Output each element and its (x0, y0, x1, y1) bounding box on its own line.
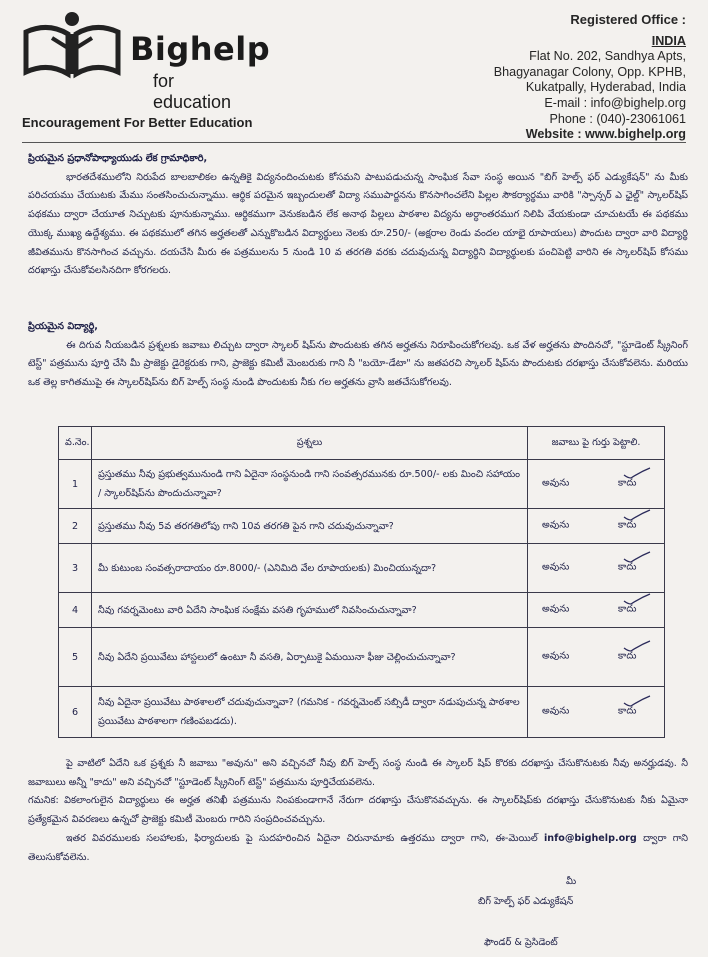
answer-option-no[interactable]: కాదు (618, 650, 637, 662)
tick-mark-icon (622, 592, 652, 606)
disqualification-paragraph: పై వాటిలో ఏదేని ఒక ప్రశ్నకు నీ జవాబు "అవును" అని వచ్చినచో నీవు బిగ్ హెల్ప్ సంస్థ నుండి ఈ స్కాలర్ షిప్ కొరకు దరఖాస్తు చేసుకొనుటకు నీవు అనర్హుడవు. నీ జవాబులు అన్నీ "కాదు" అని వచ్చినచో "స్టూడెంట్ స్క్రీనింగ్ టెస్ట్" పత్రమును పూర్తిచేయవలెను. (28, 758, 688, 788)
address-line: Bhagyanagar Colony, Opp. KPHB, (493, 64, 686, 79)
office-title: Registered Office : (570, 12, 686, 27)
tick-mark-icon (622, 550, 652, 564)
row-number: 5 (59, 628, 92, 687)
answer-cell (528, 687, 665, 738)
table-row (59, 593, 665, 628)
answer-cell (528, 544, 665, 593)
logo (22, 8, 271, 112)
question-text: ప్రస్తుతము నీవు 5వ తరగతిలోపు గాని 10వ తరగతి పైన గాని చదువుచున్నావా? (92, 509, 528, 544)
row-number: 2 (59, 509, 92, 544)
salutation-student: ప్రియమైన విద్యార్థి, (28, 321, 98, 332)
contact-email: info@bighelp.org (543, 832, 637, 844)
answer-option-no[interactable]: కాదు (618, 705, 637, 717)
tick-mark-icon (622, 466, 652, 480)
address-line: Flat No. 202, Sandhya Apts, (529, 49, 686, 64)
brand-name: Bighelp (130, 30, 271, 68)
letter-section-1 (28, 150, 688, 281)
column-header-number: వ.నెం. (59, 427, 92, 460)
founder-title: ఫౌండర్ & ప్రెసిడెంట్ (484, 937, 558, 948)
column-header-questions: ప్రశ్నలు (92, 427, 528, 460)
answer-option-yes[interactable]: అవును (542, 603, 570, 615)
question-text: నీవు గవర్నమెంటు వారి ఏదేని సాంఘిక సంక్షేమ వసతి గృహములో నివసించుచున్నావా? (92, 593, 528, 628)
registered-office (426, 12, 686, 143)
table-row (59, 628, 665, 687)
answer-cell (528, 593, 665, 628)
tick-mark-icon (622, 694, 652, 708)
brand-subtitle: for education (153, 71, 232, 112)
tick-mark-icon (622, 508, 652, 522)
eligibility-table (58, 426, 665, 738)
office-country: INDIA (651, 33, 686, 48)
row-number: 4 (59, 593, 92, 628)
row-number: 1 (59, 460, 92, 509)
answer-option-yes[interactable]: అవును (542, 477, 570, 489)
answer-option-yes[interactable]: అవును (542, 519, 570, 531)
question-text: నీవు ఏదేని ప్రయివేటు హాస్టలులో ఉంటూ నీ వసతి, ఏర్పాటుకై ఏమయినా ఫీజు చెల్లించుచున్నావా? (92, 628, 528, 687)
answer-cell (528, 509, 665, 544)
header-divider (22, 142, 686, 143)
table-row (59, 460, 665, 509)
question-text: నీవు ఏదైనా ప్రయివేటు పాఠశాలలో చదువుచున్నావా? (గమనిక - గవర్నమెంట్ సబ్సిడీ ద్వారా నడుపుచున్న పాఠశాల ప్రయివేటు పాఠశాలగా గణింపబడదు). (92, 687, 528, 738)
letter-section-2 (28, 318, 688, 393)
organization-signature: బిగ్ హెల్ప్ ఫర్ ఎడ్యుకేషన్ (478, 896, 574, 907)
address-line: Kukatpally, Hyderabad, India (525, 80, 686, 95)
office-email: E-mail : info@bighelp.org (544, 95, 686, 110)
answer-option-yes[interactable]: అవును (542, 705, 570, 717)
question-text: మీ కుటుంబ సంవత్సరాదాయం రూ.8000/- (ఎనిమిది వేల రూపాయలకు) మించియున్నదా? (92, 544, 528, 593)
tagline: Encouragement For Better Education (22, 115, 253, 130)
answer-option-no[interactable]: కాదు (618, 603, 637, 615)
table-header-row (59, 427, 665, 460)
question-text: ప్రస్తుతము నీవు ప్రభుత్వమునుండి గాని ఏదైనా సంస్థనుండి గాని సంవత్సరమునకు రూ.500/- లకు మించి సహాయం / స్కాలర్‌షిప్‌ను పొందుచున్నావా? (92, 460, 528, 509)
answer-cell (528, 460, 665, 509)
answer-cell (528, 628, 665, 687)
office-phone: Phone : (040)-23061061 (549, 111, 686, 126)
salutation-headmaster: ప్రియమైన ప్రధానోపాధ్యాయుడు లేక గ్రామాధికారి, (28, 153, 208, 164)
row-number: 3 (59, 544, 92, 593)
answer-option-no[interactable]: కాదు (618, 561, 637, 573)
answer-option-yes[interactable]: అవును (542, 561, 570, 573)
office-website: Website : www.bighelp.org (525, 127, 686, 142)
instructions-paragraph: ఈ దిగువ నీయబడిన ప్రశ్నలకు జవాబు లిచ్చుట ద్వారా స్కాలర్ షిప్‌ను పొందుటకు తగిన అర్హతను నిరూపించుకోగలవు. ఒక వేళ అర్హతను పొందినచో, "స్టూడెంట్ స్క్రీనింగ్ టెస్ట్" పత్రమును పూర్తి చేసి మీ ప్రాజెక్టు డైరెక్టరుకు గాని, ప్రాజెక్టు కమిటీ మెంబరుకు గాని నీ "బయో-డేటా" ను జతపరచి స్కాలర్ షిప్‌ను పొందుటకు దరఖాస్తు చేసుకోవలెను. మరియు ఒక తెల్ల కాగితముపై ఈ స్కాలర్‌షిప్‌ను బిగ్ హెల్ప్ సంస్థ నుండి పొందుటకు నీకు గల అర్హతను వ్రాసి జతచేసుకోగలవు. (28, 339, 688, 389)
answer-option-no[interactable]: కాదు (618, 477, 637, 489)
answer-option-no[interactable]: కాదు (618, 519, 637, 531)
column-header-answer: జవాబు పై గుర్తు పెట్టాలి. (528, 427, 665, 460)
intro-paragraph: భారతదేశములోని నిరుపేద బాలబాలికల ఉన్నతికై విద్యనందించుటకు కోసమని పాటుపడుచున్న సాంఘిక సేవా సంస్థ అయిన "బిగ్ హెల్ప్ ఫర్ ఎడ్యుకేషన్" ను మీకు పరిచయము చేయుటకు మేము సంతసించుచున్నాము. ఆర్థిక పరమైన ఇబ్బందులతో విద్యా సముపార్జనను కొనసాగించలేని పిల్లల సౌకర్యార్థము వారికి "స్పాన్సర్ ఎ ఛైల్డ్" స్కాలర్‌షిప్ పథకము ద్వారా చేయూత నిచ్చుటకు పూనుకున్నాము. ఆర్థికముగా వెనుకబడిన లేక అనాథ పిల్లలు పాఠశాల విద్యను అర్ధాంతరముగ నిలిపి వేయకుండా చూచుటయే ఈ పథకము యొక్క ముఖ్య ఉద్దేశ్యము. ఈ పథకములో తగిన అర్హతలతో ఎన్నుకొబడిన విద్యార్థులు నెలకు రూ.250/- (అక్షరాల రెండు వందల యాభై రూపాయలు) పొందుట ద్వారా వారి విద్యార్థి జీవితమును కొనసాగించ వచ్చును. దయచేసి మీరు ఈ పత్రములను 5 నుండి 10 వ తరగతి వరకు చదువుచున్న విద్యార్థిని విద్యార్థులకు పంచిపెట్టి వారిని ఈ స్కాలర్‌షిప్ కోసము దరఖాస్తు చేసుకోవలసినదిగా కోరగలరు. (28, 171, 688, 277)
closing-word: మీ (566, 876, 577, 887)
contact-paragraph-start: ఇతర వివరములకు సలహాలకు, ఫిర్యాదులకు పై సుదహరించిన ఏదైనా చిరునామాకు ఉత్తరము ద్వారా గాని, ఈ-మెయిల్ (66, 832, 544, 844)
letter-section-3 (28, 755, 688, 867)
tick-mark-icon (622, 639, 652, 653)
answer-option-yes[interactable]: అవును (542, 650, 570, 662)
contact-paragraph-end: ద్వారా గాని తెలుసుకోవలెను. (28, 832, 689, 863)
table-row (59, 544, 665, 593)
table-row (59, 509, 665, 544)
row-number: 6 (59, 687, 92, 738)
table-row (59, 687, 665, 738)
note-paragraph: గమనిక: వికలాంగులైన విద్యార్థులు ఈ అర్హత తనిఖీ పత్రమును నింపకుండాగానే నేరుగా దరఖాస్తు చేసుకొనవచ్చును. ఈ స్కాలర్‌షిప్‌కు దరఖాస్తు చేసుకొనుటకు నీకు ఏమైనా ప్రత్యేకమైన వివరణలు ఉన్నచో ప్రాజెక్టు కమిటీ మెంబరు గారిని సంప్రదించవచ్చును. (28, 795, 688, 826)
book-logo-icon (22, 8, 122, 80)
